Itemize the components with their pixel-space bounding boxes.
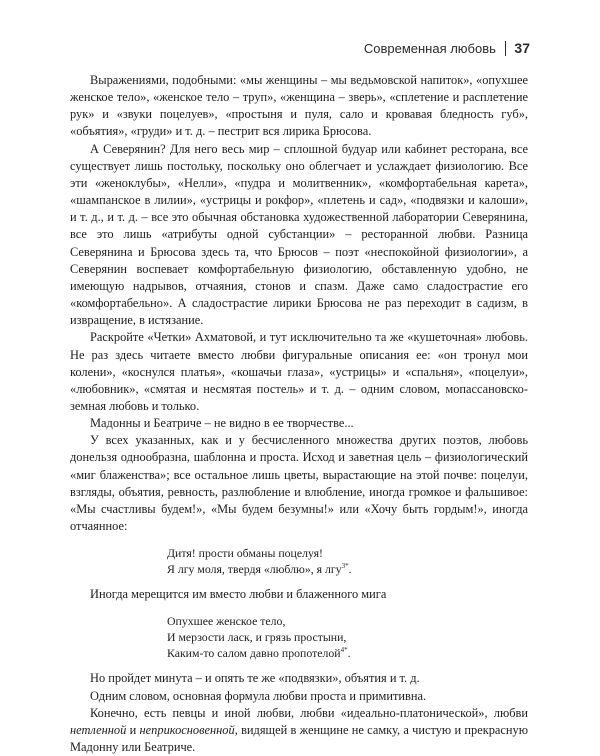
paragraph-8: Одним словом, основная формула любви проста и примитивна. — [90, 688, 427, 703]
emphasis-neprikosnovennoy: неприкосновенной — [139, 722, 235, 737]
paragraph-6: Иногда мерещится им вместо любви и блаженного мига — [90, 587, 387, 602]
paragraph-7: Но пройдет минута – и опять те же «подвязки», объятия и т. д. — [90, 671, 420, 686]
poem-quote-1 — [167, 545, 528, 577]
paragraph-9-text-start: Конечно, есть певцы и иной любви, любви «идеально-платонической», любви — [90, 705, 528, 720]
paragraph-9-text-end: , видящей в женщине не самку, а чистую и прекрасную Мадонну или Беатриче. — [70, 722, 528, 754]
header-divider — [505, 41, 507, 56]
poem-2-line-1: Опухшее женское тело, — [167, 614, 286, 629]
paragraph-9 — [70, 705, 528, 756]
poem-2-line-3 — [167, 645, 528, 661]
paragraph-1: Выражениями, подобными: «мы женщины – мы ведьмовской напиток», «опухшее женское тело», «женское тело – труп», «женщина – зверь», «сплетение и расплетение рук» и «звуки поцелуев», «простыня и пуля, сало и кровавая бледность губ», «объятия», «груди» и т. д. – пестрит вся лирика Брюсова. — [70, 73, 528, 139]
poem-1-line-2-end: . — [348, 562, 352, 577]
paragraph-3: Раскройте «Четки» Ахматовой, и тут исключительно та же «кушеточная» любовь. Не раз здесь читаете вместо любви фигуральные описания ее: «он тронул мои колени», «коснулся платья», «кошачьи глаза», «устрицы» и «спальня», «поцелуи», «любовник», «смятая и несмятая постель» и т. д. – одним словом, мопассановско-земная любовь и только. — [70, 330, 528, 413]
poem-1-line-2 — [167, 561, 528, 577]
page-number: 37 — [514, 40, 530, 56]
emphasis-netlennoy: нетленной — [70, 722, 127, 737]
paragraph-9-text-mid: и — [126, 722, 140, 737]
poem-2-line-2: И мерзости ласк, и грязь простыни, — [167, 630, 347, 645]
poem-1-line-1: Дитя! прости обманы поцелуя! — [167, 546, 323, 561]
page-body — [70, 72, 528, 756]
running-title: Современная любовь — [363, 40, 496, 56]
running-head — [364, 40, 530, 56]
paragraph-4: Мадонны и Беатриче – не видно в ее творчестве... — [90, 416, 354, 431]
poem-quote-2 — [167, 613, 528, 661]
paragraph-2: А Северянин? Для него весь мир – сплошной будуар или кабинет ресторана, все существует лишь постольку, поскольку оно облегчает и услаждает физиологию. Все эти «женоклубы», «Нелли», «пудра и молитвенник», «комфортабельная карета», «шампанское в лилии», «устрицы и рокфор», «плетень и сад», «подвязки и калоши», и т. д., и т. д. – все это обычная обстановка художественной лаборатории Северянина, все это лишь «атрибуты одной субстанции» – ресторанной любви. Разница Северянина и Брюсова здесь та, что Брюсов – поэт «неспокойной физиологии», а Северянин воспевает комфортабельную физиологию, обставленную удобно, не имеющую надрывов, отчаяния, стонов и спазм. Даже само сладострастие его «комфортабельно». А сладострастие лирики Брюсова не раз переходит в садизм, в извращение, в истязание. — [70, 141, 528, 328]
poem-2-line-3-text: Каким-то салом давно пропотелой — [167, 646, 341, 661]
poem-2-line-3-end: . — [347, 646, 351, 661]
footnote-marker-3: 3* — [341, 562, 349, 571]
footnote-marker-4: 4* — [340, 646, 348, 655]
poem-1-line-2-text: Я лгу моля, твердя «люблю», я лгу — [167, 562, 342, 577]
paragraph-5: У всех указанных, как и у бесчисленного множества других поэтов, любовь донельзя однообразна, шаблонна и проста. Исход и заветная цель – физиологический «миг блаженства»; все остальное лишь цветы, вырастающие на этой почве: поцелуи, взгляды, объятия, ревность, разлюбление и влюбление, иногда громкое и фальшивое: «Мы счастливы будем!», «Мы будем безумны!» или «Хочу быть гордым!», иногда отчаянное: — [70, 433, 528, 534]
